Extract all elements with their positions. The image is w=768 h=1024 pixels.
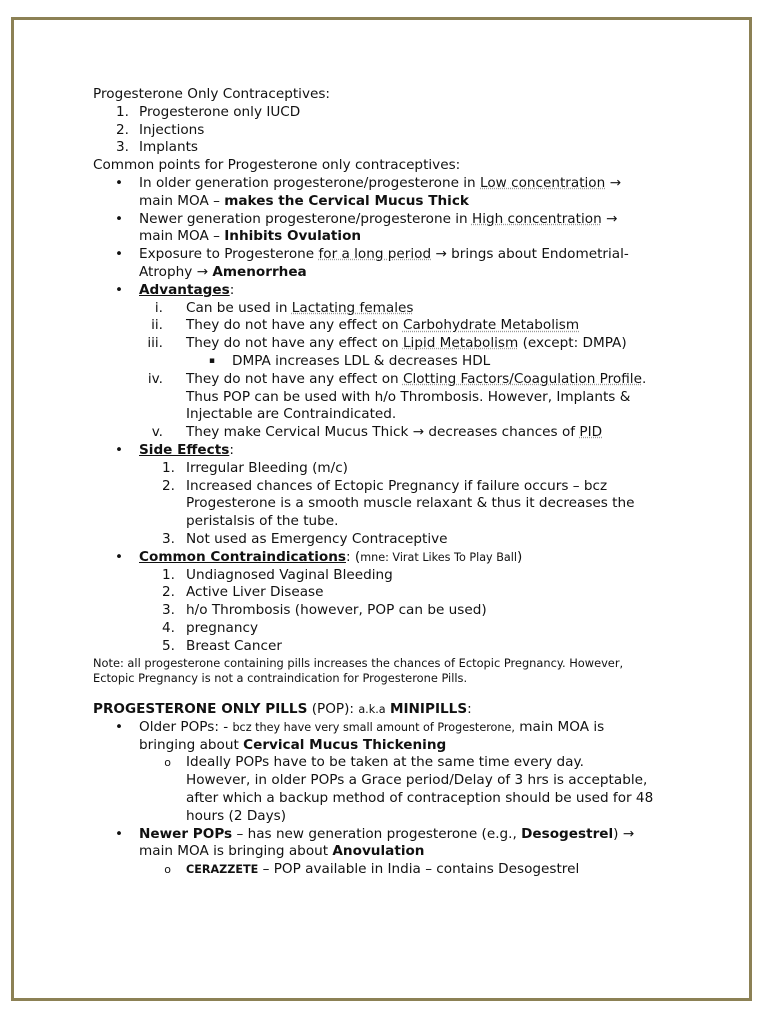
list-item: i. Can be used in Lactating females (154, 299, 414, 316)
list-item: 2. Active Liver Disease (162, 584, 324, 601)
list-item-continuation: Progesterone is a smooth muscle relaxant & thus it decreases the (186, 495, 635, 512)
bullet-item: • Newer generation progesterone/progesterone in High concentration → (115, 210, 618, 227)
bullet-item: • Exposure to Progesterone for a long period → brings about Endometrial- (115, 246, 629, 263)
list-item: 1. Irregular Bleeding (m/c) (162, 459, 348, 476)
list-item: 1. Progesterone only IUCD (116, 103, 301, 120)
sub-list-item: o CERAZZETE – POP available in India – contains Desogestrel (164, 861, 580, 878)
list-item: iv. They do not have any effect on Clotting Factors/Coagulation Profile. (147, 370, 647, 387)
list-item: 5. Breast Cancer (162, 637, 282, 654)
bullet-item: • In older generation progesterone/progesterone in Low concentration → (115, 174, 621, 191)
bullet-continuation: main MOA – makes the Cervical Mucus Thick (139, 192, 469, 209)
list-item: 3. Not used as Emergency Contraceptive (162, 530, 448, 547)
bullet-item: • Older POPs: - bcz they have very small amount of Progesterone, main MOA is (115, 718, 605, 735)
list-item-continuation: peristalsis of the tube. (186, 513, 339, 530)
contraindications-heading: • Common Contraindications: (mne: Virat Likes To Play Ball) (115, 548, 523, 565)
spacer (93, 687, 693, 701)
side-effects-heading: • Side Effects: (115, 441, 234, 458)
sub-list-item: o Ideally POPs have to be taken at the same time every day. (164, 754, 584, 771)
list-item: v. They make Cervical Mucus Thick → decreases chances of PID (151, 424, 603, 441)
advantages-heading: • Advantages: (115, 281, 235, 298)
note-line: Note: all progesterone containing pills increases the chances of Ectopic Pregnancy. However, (93, 655, 624, 670)
list-item: 2. Injections (116, 121, 205, 138)
list-item: ii. They do not have any effect on Carbohydrate Metabolism (151, 317, 580, 334)
bullet-continuation: main MOA – Inhibits Ovulation (139, 228, 362, 245)
sub-list-item: ▪ DMPA increases LDL & decreases HDL (208, 352, 491, 369)
note-line: Ectopic Pregnancy is not a contraindication for Progesterone Pills. (93, 671, 468, 686)
section-heading: Common points for Progesterone only contraceptives: (93, 157, 461, 174)
bullet-continuation: bringing about Cervical Mucus Thickening (139, 736, 447, 753)
document-body (93, 86, 693, 879)
sub-list-continuation: hours (2 Days) (186, 807, 287, 824)
sub-list-continuation: However, in older POPs a Grace period/Delay of 3 hrs is acceptable, (186, 772, 648, 789)
list-item: 3. h/o Thrombosis (however, POP can be used) (162, 602, 487, 619)
list-item: 1. Undiagnosed Vaginal Bleeding (162, 566, 393, 583)
list-item-continuation: Thus POP can be used with h/o Thrombosis. However, Implants & (186, 388, 631, 405)
bullet-item: • Newer POPs – has new generation progesterone (e.g., Desogestrel) → (115, 825, 635, 842)
pop-heading: PROGESTERONE ONLY PILLS (POP): a.k.a MINIPILLS: (93, 701, 472, 718)
list-item: 3. Implants (116, 139, 199, 156)
list-item: 2. Increased chances of Ectopic Pregnancy if failure occurs – bcz (162, 477, 608, 494)
bullet-continuation: Atrophy → Amenorrhea (139, 263, 307, 280)
list-item-continuation: Injectable are Contraindicated. (186, 406, 397, 423)
list-item: 4. pregnancy (162, 619, 258, 636)
bullet-continuation: main MOA is bringing about Anovulation (139, 843, 425, 860)
list-item: iii. They do not have any effect on Lipid Metabolism (except: DMPA) (147, 335, 627, 352)
section-title: Progesterone Only Contraceptives: (93, 86, 331, 102)
sub-list-continuation: after which a backup method of contraception should be used for 48 (186, 790, 654, 807)
